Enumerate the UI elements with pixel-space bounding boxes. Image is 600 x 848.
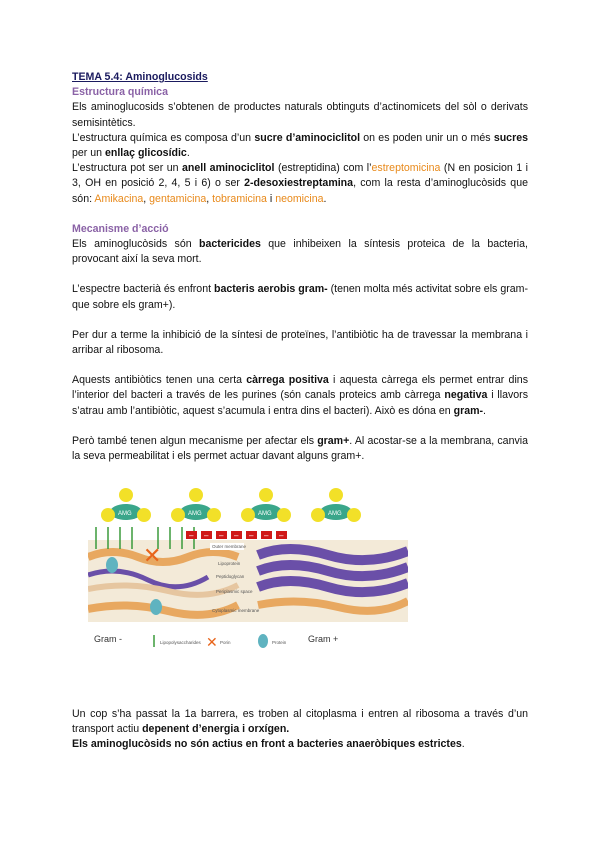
svg-text:AMG: AMG [258,511,272,517]
membrane-diagram [88,485,408,655]
paragraph-gram-positive: Però també tenen algun mecanisme per afectar els gram+. Al acostar-se a la membrana, canvia la seva permeabilitat i els permet actuar davant alguns gram+. [72,434,529,463]
svg-text:Lipoprotein: Lipoprotein [218,561,241,566]
document-body [72,70,528,464]
paragraph-anaerobic: Els aminoglucòsids no són actius en front a bacteries anaeròbiques estrictes. [72,738,465,751]
svg-text:Porin: Porin [220,640,231,645]
paragraph-spectrum: L’espectre bacterià és enfront bacteris aerobis gram- (tenen molta més activitat sobre els gram- que sobre els gram+). [72,283,528,311]
svg-text:AMG: AMG [118,511,132,517]
svg-text:Peptidoglycan: Peptidoglycan [216,574,245,579]
protein-icon [106,557,118,573]
amg-molecule [241,488,291,522]
svg-text:Cytoplasmic membrane: Cytoplasmic membrane [212,608,260,613]
svg-text:–: – [249,531,254,540]
svg-text:Lipopolysaccharides: Lipopolysaccharides [160,640,201,645]
amg-molecule [101,488,151,522]
paragraph-transport: Un cop s’ha passat la 1a barrera, es troben al citoplasma i entren al ribosoma a través d’un transport actiu depenent d’energia i orxígen. [72,708,528,736]
svg-text:–: – [189,531,194,540]
page-title: TEMA 5.4: Aminoglucosids [72,71,208,83]
paragraph-ring-types: L’estructura pot ser un anell aminociclitol (estreptidina) com l’estreptomicina (N en posicion 1 i 3, OH en posició 2, 4, 5 i 6) o ser 2-desoxiestreptamina, com la resta d’aminoglucòsids que són: Amikacina, gentamicina, tobramicina i neomicina. [72,162,529,205]
gram-negative-label: Gram - [94,634,122,644]
svg-text:–: – [219,531,224,540]
paragraph-bactericide: Els aminoglucòsids són bactericides que inhibeixen la síntesis proteica de la bacteria, provocant així la seva mort. [72,238,528,266]
svg-text:Protein: Protein [272,640,287,645]
section-heading-structure: Estructura química [72,86,168,99]
amg-molecule [311,488,361,522]
section-heading-mechanism: Mecanisme d’acció [72,222,169,235]
paragraph-structure: L’estructura química es composa d’un sucre d’aminociclitol on es poden unir un o més sucres per un enllaç glicosídic. [72,131,528,160]
svg-text:AMG: AMG [328,511,342,517]
svg-text:–: – [234,531,239,540]
svg-text:–: – [264,531,269,540]
paragraph-origin: Els aminoglucosids s’obtenen de productes naturals obtinguts d’actinomicets del sòl o derivats semisintètics. [72,101,528,129]
gram-positive-label: Gram + [308,634,339,644]
svg-text:Outer membrane: Outer membrane [212,544,247,549]
svg-text:AMG: AMG [188,511,202,517]
svg-text:–: – [204,531,209,540]
svg-text:✕: ✕ [206,634,218,650]
document-footer-text [72,707,528,753]
svg-text:Periplasmic space: Periplasmic space [216,589,253,594]
svg-text:–: – [279,531,284,540]
porin-icon: ✕ [143,543,162,568]
paragraph-charge: Aquests antibiòtics tenen una certa càrrega positiva i aquesta càrrega els permet entrar dins l’interior del bacteri a través de les purines (són canals proteics amb càrrega negativa i llavors s’atrau amb l’antibiòtic, aquest s’acumula i entra dins el bacteri). Això es dóna en gram-. [72,374,528,417]
paragraph-membrane: Per dur a terme la inhibició de la síntesi de proteïnes, l’antibiòtic ha de travessar la membrana i arribar al ribosoma. [72,328,528,357]
amg-molecule [171,488,221,522]
